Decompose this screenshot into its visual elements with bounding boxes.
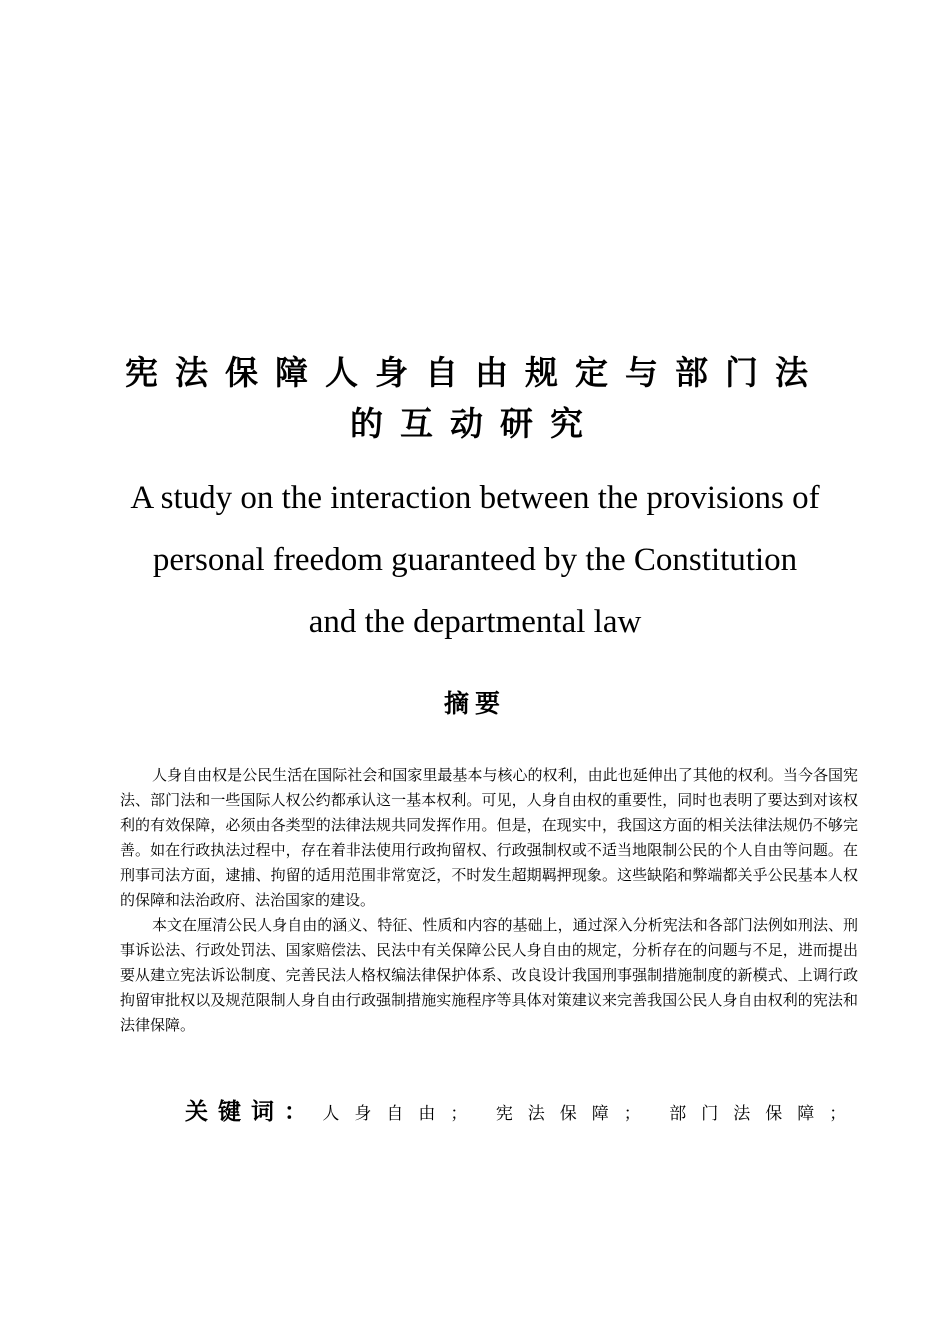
english-title-line-1: A study on the interaction between the provisions of [130,480,820,516]
english-title-line-3: and the departmental law [308,604,642,640]
keyword-item: 部门法保障； [669,1104,862,1124]
abstract-heading: 摘要 [443,689,506,718]
abstract-paragraph-2: 本文在厘清公民人身自由的涵义、特征、性质和内容的基础上，通过深入分析宪法和各部门法例如刑法、刑事诉讼法、行政处罚法、国家赔偿法、民法中有关保障公民人身自由的规定，分析存在的问题与不足，进而提出要从建立宪法诉讼制度、完善民法人格权编法律保护体系、改良设计我国刑事强制措施制度的新模式、上调行政拘留审批权以及规范限制人身自由行政强制措施实施程序等具体对策建议来完善我国公民人身自由权利的宪法和法律保障。 [120,916,858,1034]
abstract-body [120,763,858,1038]
abstract-paragraph-1: 人身自由权是公民生活在国际社会和国家里最基本与核心的权利，由此也延伸出了其他的权利。当今各国宪法、部门法和一些国际人权公约都承认这一基本权利。可见，人身自由权的重要性，同时也表明了要达到对该权利的有效保障，必须由各类型的法律法规共同发挥作用。但是，在现实中，我国这方面的相关法律法规仍不够完善。如在行政执法过程中，存在着非法使用行政拘留权、行政强制权或不适当地限制公民的个人自由等问题。在刑事司法方面，逮捕、拘留的适用范围非常宽泛，不时发生超期羁押现象。这些缺陷和弊端都关乎公民基本人权的保障和法治政府、法治国家的建设。 [120,766,858,909]
keywords-label: 关键词： [185,1099,317,1125]
chinese-title-line-1: 宪法保障人身自由规定与部门法 [125,353,825,392]
keywords-line [185,1097,885,1129]
keyword-item: 宪法保障； [495,1104,656,1124]
english-title-line-2: personal freedom guaranteed by the Constitution [152,542,798,578]
keyword-item: 人身自由； [322,1104,483,1124]
chinese-title-line-2: 的互动研究 [350,404,600,443]
